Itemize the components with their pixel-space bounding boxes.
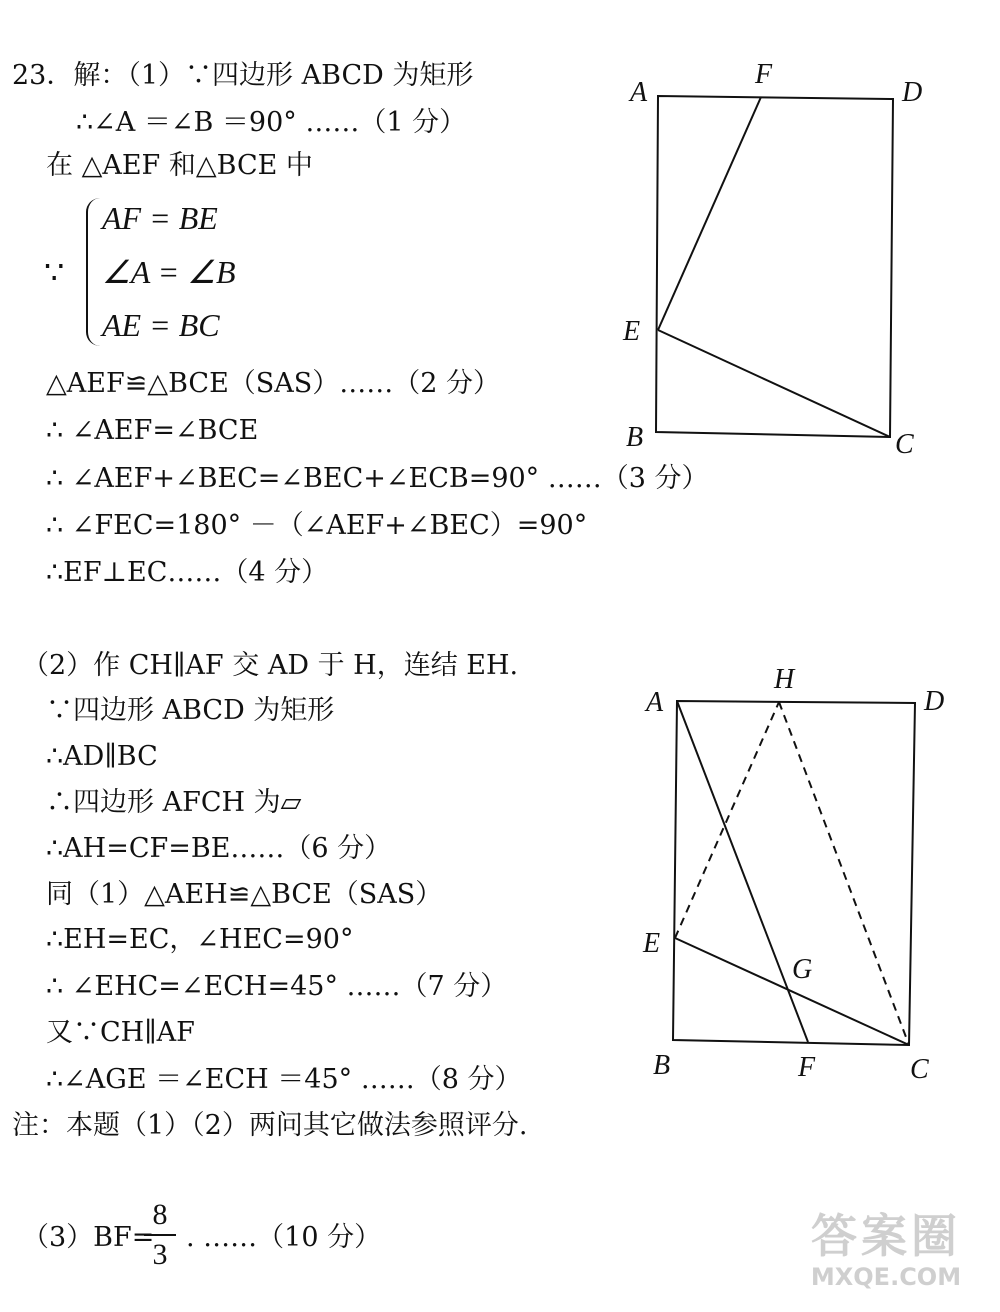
part2-ah-cf-be: ∴AH=CF=BE……（6 分） bbox=[46, 833, 392, 864]
part2-congruent: 同（1）△AEH≌△BCE（SAS） bbox=[46, 879, 443, 910]
part2-ch-af: 又∵CH∥AF bbox=[46, 1017, 195, 1048]
fig1-label-a: A bbox=[630, 77, 648, 108]
figure-2 bbox=[673, 701, 915, 1045]
step-aef-bce: ∴ ∠AEF=∠BCE bbox=[46, 415, 259, 446]
system-eq-1: AF = BE bbox=[102, 200, 218, 236]
fig2-label-d: D bbox=[924, 686, 945, 717]
fig1-segment-ef bbox=[658, 97, 761, 330]
part2-parallel: ∴AD∥BC bbox=[46, 741, 158, 772]
solution-heading: 23．解：（1）∵四边形 ABCD 为矩形 bbox=[12, 60, 474, 91]
fig1-label-b: B bbox=[626, 422, 644, 453]
watermark-url: MXQE.COM bbox=[810, 1263, 962, 1291]
step-fec: ∴ ∠FEC=180° －（∠AEF+∠BEC）=90° bbox=[46, 510, 588, 541]
fraction-denominator: 3 bbox=[152, 1238, 168, 1271]
scoring-note: 注：本题（1）（2）两问其它做法参照评分. bbox=[12, 1110, 528, 1141]
fig2-label-c: C bbox=[910, 1054, 929, 1085]
fig2-label-g: G bbox=[792, 954, 813, 985]
part2-construction: （2）作 CH∥AF 交 AD 于 H，连结 EH. bbox=[22, 650, 519, 681]
watermark-title: 答案圈 bbox=[811, 1209, 961, 1263]
system-eq-3: AE = BC bbox=[102, 307, 220, 343]
part2-parallelogram: ∴四边形 AFCH 为▱ bbox=[46, 787, 302, 818]
fig2-label-a: A bbox=[646, 687, 664, 718]
part3-suffix: . ……（10 分） bbox=[186, 1222, 382, 1253]
fraction-numerator: 8 bbox=[152, 1198, 168, 1231]
fig2-label-h: H bbox=[774, 664, 795, 695]
watermark-logo bbox=[786, 1210, 986, 1302]
part3-prefix: （3）BF= bbox=[22, 1222, 155, 1253]
step-in-triangles: 在 △AEF 和△BCE 中 bbox=[46, 150, 313, 181]
fig2-label-b: B bbox=[653, 1050, 671, 1081]
because-symbol: ∵ bbox=[44, 253, 65, 291]
fig2-label-e: E bbox=[643, 928, 661, 959]
system-eq-2: ∠A = ∠B bbox=[102, 254, 236, 290]
part2-rectangle: ∵四边形 ABCD 为矩形 bbox=[46, 695, 335, 726]
fig1-label-c: C bbox=[895, 429, 914, 460]
fig1-label-e: E bbox=[623, 316, 641, 347]
step-perpendicular: ∴EF⊥EC……（4 分） bbox=[46, 557, 329, 588]
part2-age: ∴∠AGE ＝∠ECH ＝45° ……（8 分） bbox=[46, 1064, 522, 1095]
step-angle-a-b: ∴∠A ＝∠B ＝90° ……（1 分） bbox=[76, 107, 467, 138]
fig1-label-d: D bbox=[902, 77, 923, 108]
step-congruent: △AEF≌△BCE（SAS）……（2 分） bbox=[46, 368, 501, 399]
step-sum-90: ∴ ∠AEF+∠BEC=∠BEC+∠ECB=90° ……（3 分） bbox=[46, 463, 709, 494]
fig2-label-f: F bbox=[798, 1052, 816, 1083]
part2-45: ∴ ∠EHC=∠ECH=45° ……（7 分） bbox=[46, 971, 508, 1002]
figure-1 bbox=[656, 96, 893, 437]
part2-eh-ec: ∴EH=EC，∠HEC=90° bbox=[46, 924, 354, 955]
fig1-rectangle bbox=[656, 96, 893, 437]
fig1-label-f: F bbox=[755, 59, 773, 90]
fig1-segment-ec bbox=[658, 330, 890, 437]
